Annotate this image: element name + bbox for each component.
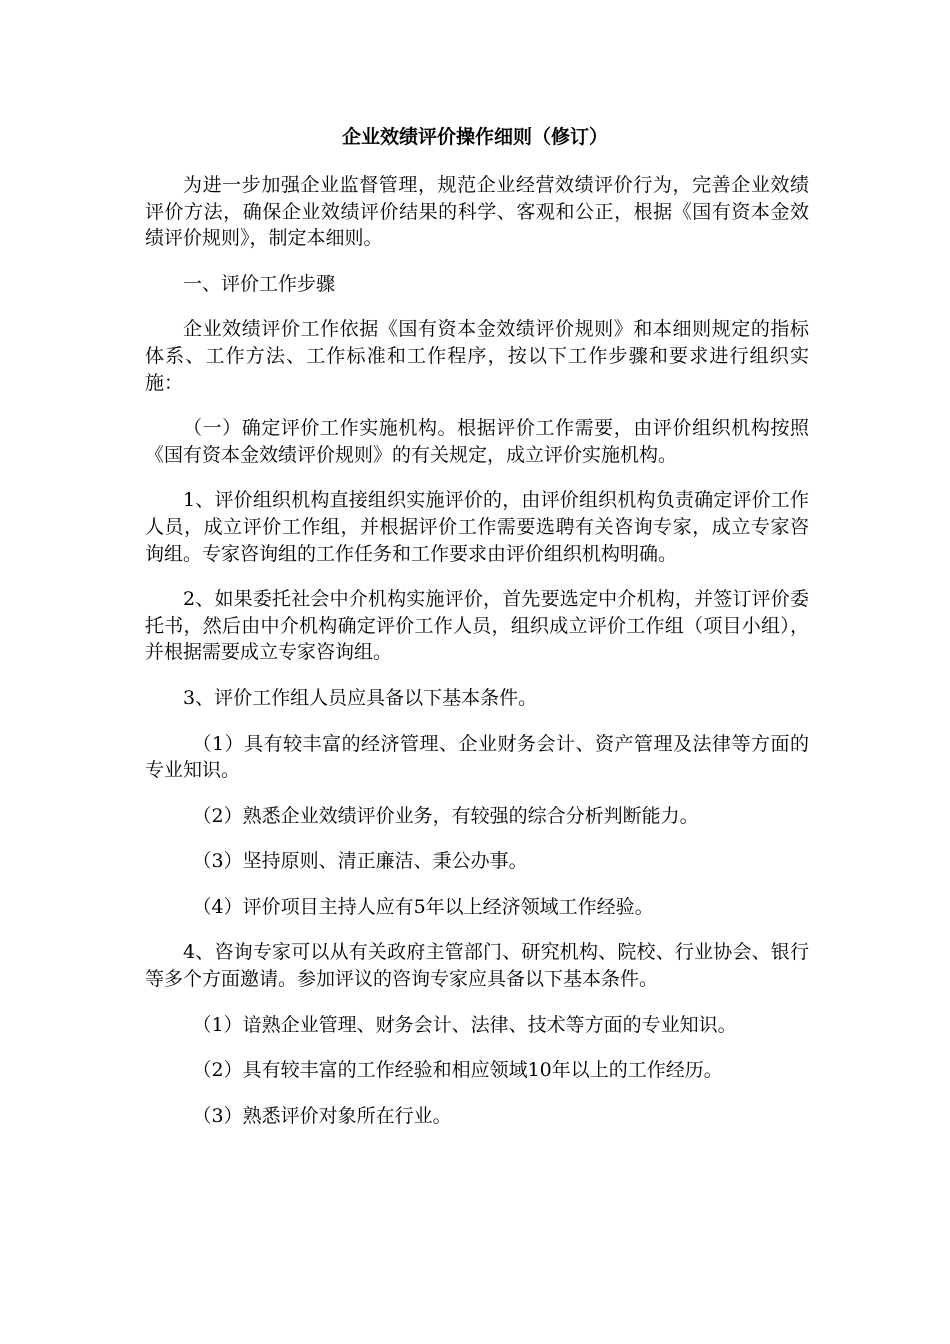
paragraph-intro: 为进一步加强企业监督管理，规范企业经营效绩评价行为，完善企业效绩评价方法，确保企业效绩评价结果的科学、客观和公正，根据《国有资本金效绩评价规则》，制定本细则。: [145, 174, 809, 250]
list-item-staff-1: （1）具有较丰富的经济管理、企业财务会计、资产管理及法律等方面的专业知识。: [145, 732, 809, 782]
list-item-staff-2: （2）熟悉企业效绩评价业务，有较强的综合分析判断能力。: [192, 804, 699, 827]
document-body: [145, 172, 809, 1148]
list-item-staff-4: （4）评价项目主持人应有5年以上经济领域工作经验。: [192, 895, 654, 918]
paragraph-point-1: 1、评价组织机构直接组织实施评价的，由评价组织机构负责确定评价工作人员，成立评价工作组，并根据评价工作需要选聘有关咨询专家，成立专家咨询组。专家咨询组的工作任务和工作要求由评价组织机构明确。: [145, 489, 809, 565]
document-title: 企业效绩评价操作细则（修订）: [341, 126, 608, 148]
list-item-staff-3: （3）坚持原则、清正廉洁、秉公办事。: [192, 850, 528, 873]
paragraph-subsection-1: （一）确定评价工作实施机构。根据评价工作需要，由评价组织机构按照《国有资本金效绩评价规则》的有关规定，成立评价实施机构。: [145, 417, 809, 466]
list-item-expert-3: （3）熟悉评价对象所在行业。: [192, 1104, 452, 1127]
paragraph-point-2: 2、如果委托社会中介机构实施评价，首先要选定中介机构，并签订评价委托书，然后由中介机构确定评价工作人员，组织成立评价工作组（项目小组），并根据需要成立专家咨询组。: [145, 588, 809, 664]
list-item-expert-1: （1）谙熟企业管理、财务会计、法律、技术等方面的专业知识。: [192, 1013, 737, 1036]
paragraph-steps: 企业效绩评价工作依据《国有资本金效绩评价规则》和本细则规定的指标体系、工作方法、工作标准和工作程序，按以下工作步骤和要求进行组织实施：: [145, 318, 809, 394]
list-item-expert-2: （2）具有较丰富的工作经验和相应领域10年以上的工作经历。: [192, 1059, 723, 1082]
paragraph-point-4: 4、咨询专家可以从有关政府主管部门、研究机构、院校、行业协会、银行等多个方面邀请。参加评议的咨询专家应具备以下基本条件。: [145, 941, 809, 991]
section-heading-1: 一、评价工作步骤: [183, 272, 336, 295]
paragraph-point-3: 3、评价工作组人员应具备以下基本条件。: [183, 686, 538, 709]
